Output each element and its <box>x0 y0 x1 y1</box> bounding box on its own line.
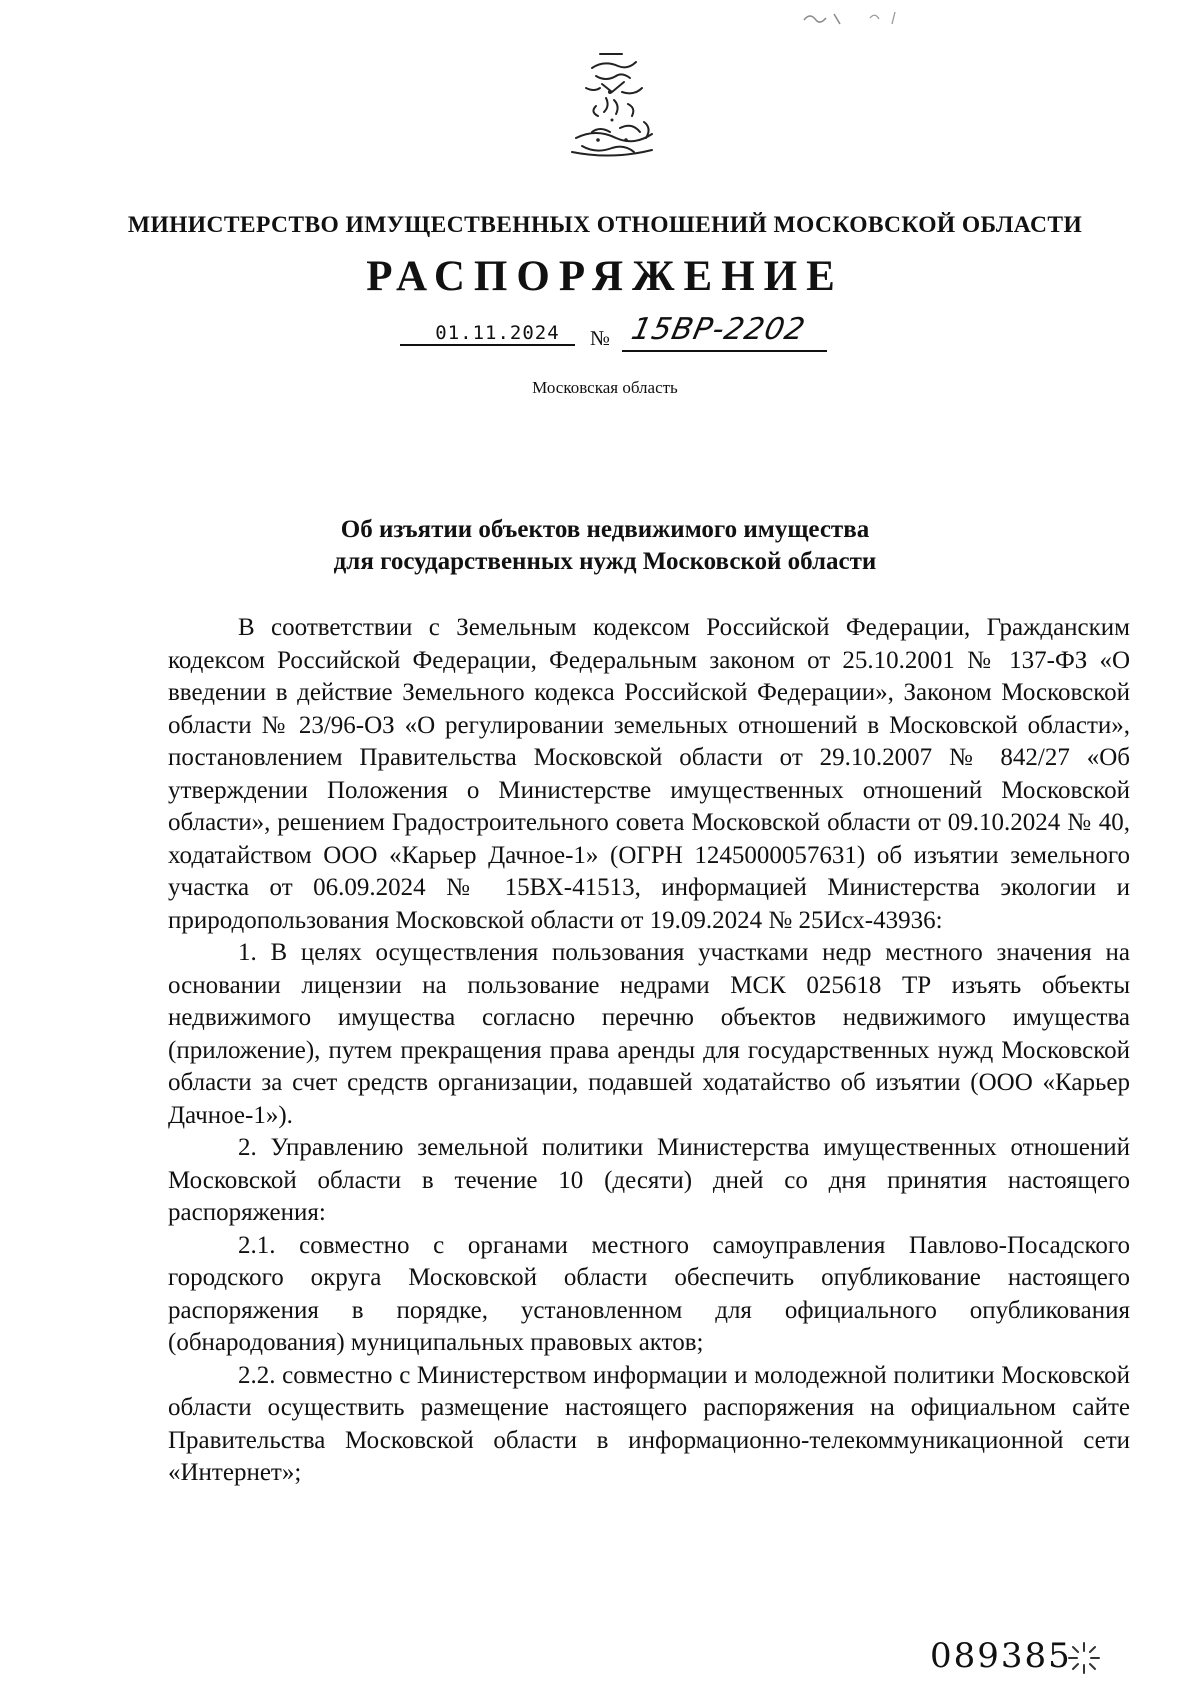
document-date: 01.11.2024 <box>400 322 575 346</box>
document-number: 15ВР-2202 <box>628 312 809 347</box>
item-2-1-paragraph: 2.1. совместно с органами местного самоуправления Павлово-Посадского городского округа Московской области обеспечить опубликование настоящего распоряжения в порядке, установленном для официального опубликования (обнародования) муниципальных правовых актов; <box>168 1231 1130 1356</box>
document-type: РАСПОРЯЖЕНИЕ <box>366 253 844 300</box>
form-number: 089385 <box>930 1636 1072 1676</box>
asterisk-ornament-icon <box>1066 1640 1102 1676</box>
number-sign: № <box>590 326 611 350</box>
item-2-paragraph: 2. Управлению земельной политики Министерства имущественных отношений Московской области в течение 10 (десяти) дней со дня принятия настоящего распоряжения: <box>168 1134 1130 1226</box>
number-underline <box>622 350 827 352</box>
document-location: Московская область <box>532 378 678 397</box>
document-body <box>168 612 1130 1490</box>
item-1-paragraph: 1. В целях осуществления пользования участками недр местного значения на основании лицензии на пользование недрами МСК 025618 ТР изъять объекты недвижимого имущества согласно перечню объектов недвижимого имущества (приложение), путем прекращения права аренды для государственных нужд Московской области за счет средств организации, подавшей ходатайство об изъятии (ООО «Карьер Дачное-1»). <box>168 939 1130 1129</box>
registration-line <box>400 312 850 358</box>
item-2-2-paragraph: 2.2. совместно с Министерством информации и молодежной политики Московской области осуществить размещение настоящего распоряжения на официальном сайте Правительства Московской области в информационно-телекоммуникационной сети «Интернет»; <box>168 1361 1130 1486</box>
preamble-paragraph: В соответствии с Земельным кодексом Российской Федерации, Гражданским кодексом Российской Федерации, Федеральным законом от 25.10.2001 № 137-ФЗ «О введении в действие Земельного кодекса Российской Федерации», Законом Московской области № 23/96-ОЗ «О регулировании земельных отношений в Московской области», постановлением Правительства Московской области от 29.10.2007 № 842/27 «Об утверждении Положения о Министерстве имущественных отношений Московской области», решением Градостроительного совета Московской области от 09.10.2024 № 40, ходатайством ООО «Карьер Дачное-1» (ОГРН 1245000057631) об изъятии земельного участка от 06.09.2024 № 15ВХ-41513, информацией Министерства экологии и природопользования Московской области от 19.09.2024 № 25Исх-43936: <box>168 614 1130 934</box>
title-line-1: Об изъятии объектов недвижимого имущества <box>340 516 870 543</box>
coat-of-arms-icon <box>562 48 662 158</box>
ministry-name: МИНИСТЕРСТВО ИМУЩЕСТВЕННЫХ ОТНОШЕНИЙ МОСКОВСКОЙ ОБЛАСТИ <box>127 212 1083 238</box>
handwritten-mark-icon <box>800 6 920 30</box>
title-line-2: для государственных нужд Московской области <box>333 548 877 575</box>
document-title <box>100 514 1110 578</box>
